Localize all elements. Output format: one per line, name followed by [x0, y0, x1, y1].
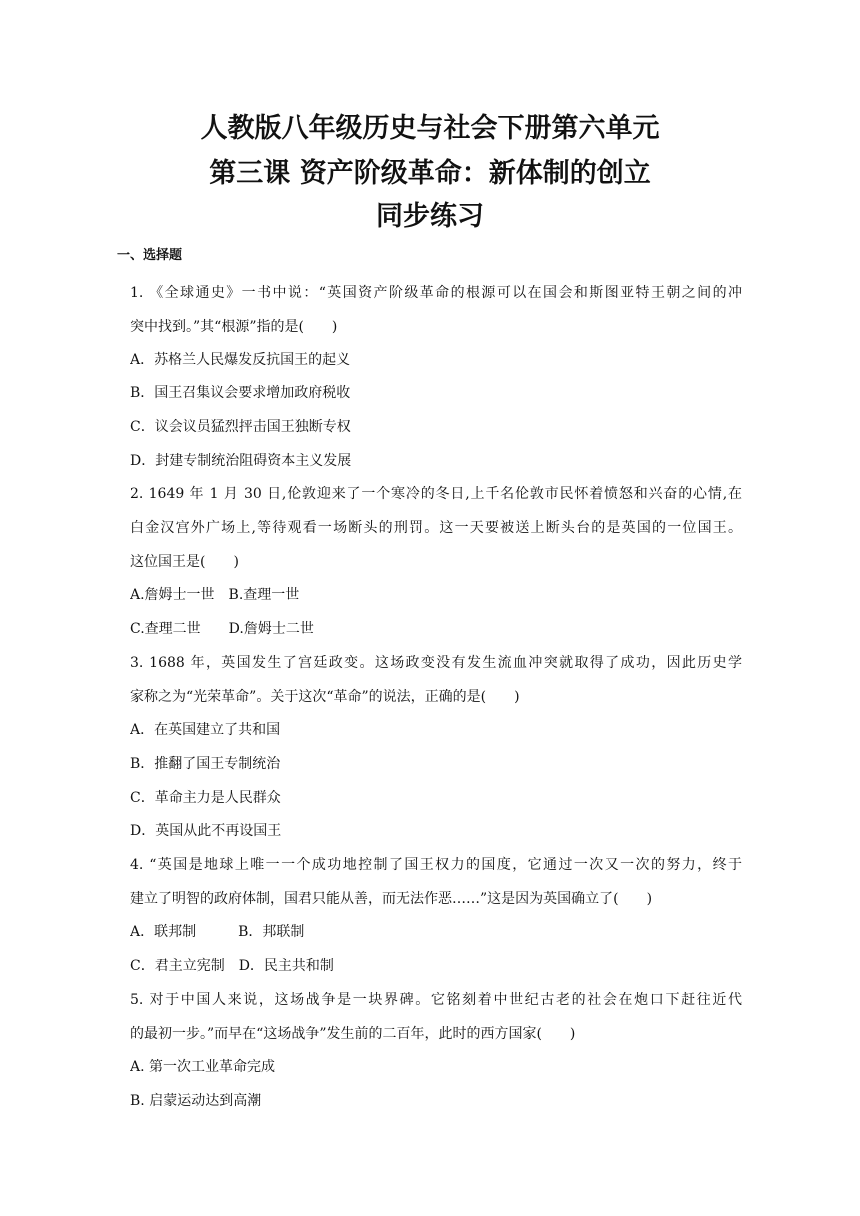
question-1-option-d: D．封建专制统治阻碍资本主义发展: [130, 453, 352, 469]
question-2-options-row-1: A.詹姆士一世 B.查理一世: [130, 587, 300, 603]
question-5-option-a: A. 第一次工业革命完成: [130, 1059, 276, 1075]
question-4-stem-line-1: 4. “英国是地球上唯一一个成功地控制了国王权力的国度，它通过一次又一次的努力，终于: [130, 857, 742, 873]
question-5-stem-line-1: 5. 对于中国人来说，这场战争是一块界碑。它铭刻着中世纪古老的社会在炮口下赶往近代: [130, 992, 742, 1008]
section-heading: 一、选择题: [117, 248, 183, 263]
question-1-option-b: B．国王召集议会要求增加政府税收: [130, 385, 351, 401]
question-1-option-c: C．议会议员猛烈抨击国王独断专权: [130, 419, 351, 435]
title-line-1: 人教版八年级历史与社会下册第六单元: [200, 113, 660, 144]
question-3-stem-line-1: 3. 1688 年，英国发生了宫廷政变。这场政变没有发生流血冲突就取得了成功，因此历史学: [130, 655, 742, 671]
question-2-stem-line-3: 这位国王是( ): [130, 554, 239, 570]
question-4-options-row-1: A．联邦制 B．邦联制: [130, 924, 305, 940]
question-5-stem-line-2: 的最初一步。”而早在“这场战争”发生前的二百年，此时的西方国家( ): [130, 1026, 576, 1042]
question-4-stem-line-2: 建立了明智的政府体制，国君只能从善，而无法作恶……”这是因为英国确立了( ): [130, 891, 653, 907]
question-2-options-row-2: C.查理二世 D.詹姆士二世: [130, 621, 314, 637]
question-1-stem-line-2: 突中找到。”其“根源”指的是( ): [130, 319, 338, 335]
title-line-2: 第三课 资产阶级革命：新体制的创立: [209, 158, 651, 189]
question-3-option-d: D．英国从此不再设国王: [130, 823, 282, 839]
question-3-option-b: B．推翻了国王专制统治: [130, 756, 281, 772]
question-1-stem-line-1: 1. 《全球通史》一书中说：“英国资产阶级革命的根源可以在国会和斯图亚特王朝之间的冲: [130, 285, 742, 301]
question-3-stem-line-2: 家称之为“光荣革命”。关于这次“革命”的说法，正确的是( ): [130, 689, 520, 705]
question-3-option-c: C．革命主力是人民群众: [130, 790, 281, 806]
question-4-options-row-2: C．君主立宪制 D．民主共和制: [130, 958, 334, 974]
question-2-stem-line-2: 白金汉宫外广场上,等待观看一场断头的刑罚。这一天要被送上断头台的是英国的一位国王。: [130, 520, 742, 536]
question-1-option-a: A．苏格兰人民爆发反抗国王的起义: [130, 352, 351, 368]
title-line-3: 同步练习: [376, 201, 484, 232]
question-5-option-b: B. 启蒙运动达到高潮: [130, 1093, 262, 1109]
question-2-stem-line-1: 2. 1649 年 1 月 30 日,伦敦迎来了一个寒冷的冬日,上千名伦敦市民怀着愤怒和兴奋的心情,在: [130, 486, 742, 502]
question-3-option-a: A．在英国建立了共和国: [130, 722, 281, 738]
